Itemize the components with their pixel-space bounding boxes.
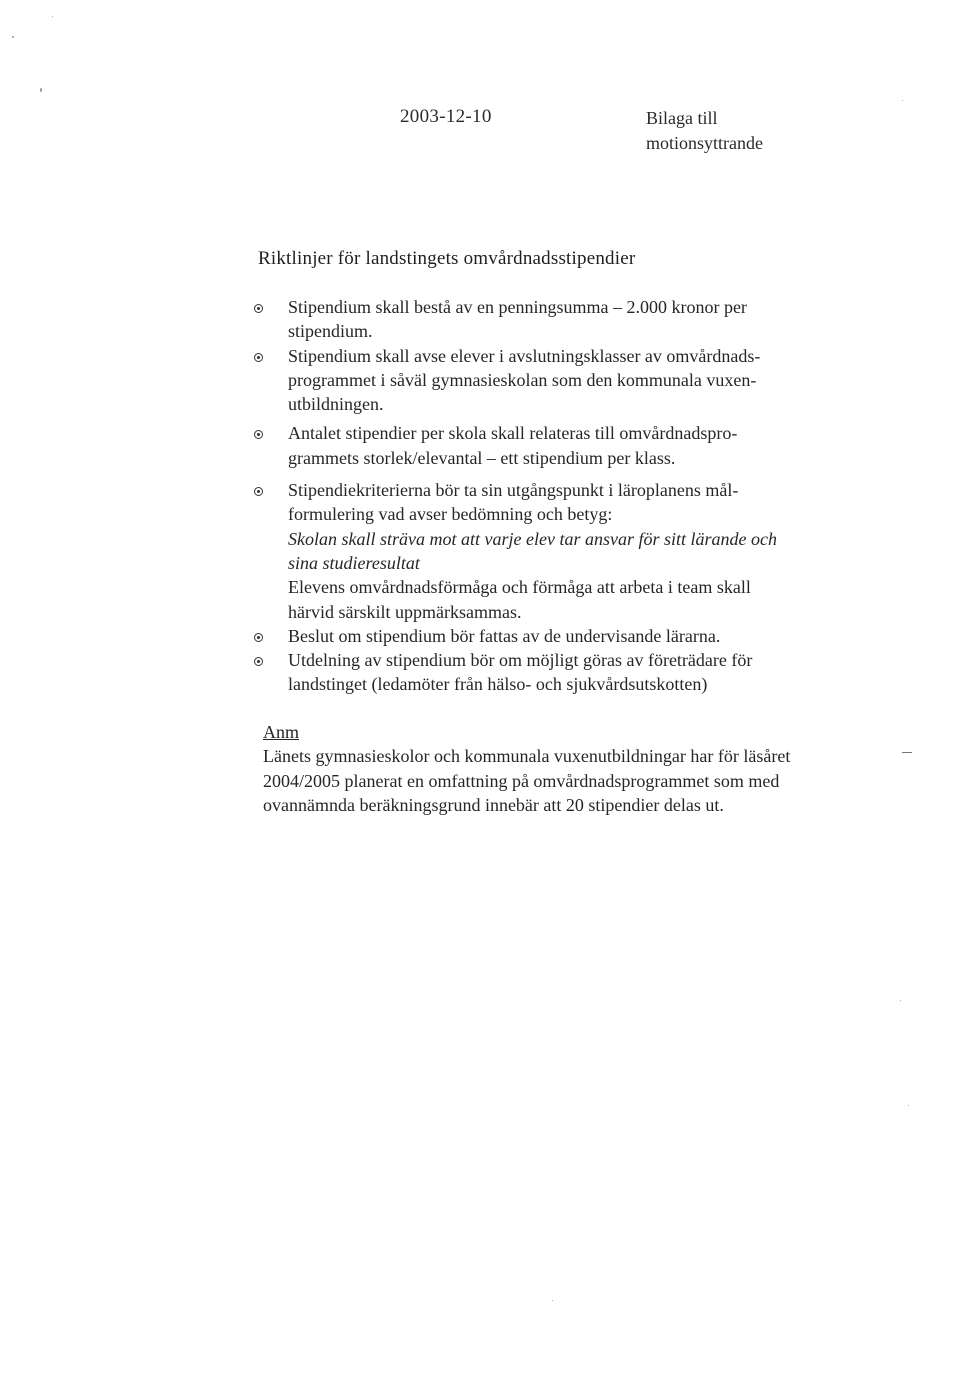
guideline-text: stipendium. bbox=[288, 321, 373, 342]
note-title: Anm bbox=[263, 722, 299, 742]
guideline-text: formulering vad avser bedömning och betyg: bbox=[288, 504, 613, 525]
scan-speck bbox=[908, 1105, 909, 1106]
guideline-item bbox=[254, 478, 814, 624]
bullet-icon bbox=[254, 657, 263, 666]
bullet-icon bbox=[254, 430, 263, 439]
guideline-item bbox=[254, 344, 814, 417]
guidelines-list bbox=[254, 295, 814, 697]
guideline-text: Antalet stipendier per skola skall relateras till omvårdnadspro- bbox=[288, 423, 738, 444]
guideline-text: Elevens omvårdnadsförmåga och förmåga att arbeta i team skall bbox=[288, 577, 751, 598]
guideline-quote: sina studieresultat bbox=[288, 552, 420, 573]
attachment-label bbox=[646, 106, 763, 156]
scan-speck bbox=[52, 16, 53, 17]
guideline-text: landstinget (ledamöter från hälso- och sjukvårdsutskotten) bbox=[288, 674, 708, 695]
guideline-text: Stipendiekriterierna bör ta sin utgångspunkt i läroplanens mål- bbox=[288, 480, 739, 501]
guideline-item bbox=[254, 624, 814, 648]
guideline-item bbox=[254, 421, 814, 470]
guideline-item bbox=[254, 648, 814, 697]
attachment-label-line-1: Bilaga till bbox=[646, 108, 718, 128]
guideline-text: härvid särskilt uppmärksammas. bbox=[288, 601, 522, 622]
guideline-text: Stipendium skall bestå av en penningsumma – 2.000 kronor per bbox=[288, 297, 747, 317]
bullet-icon bbox=[254, 304, 263, 313]
bullet-icon bbox=[254, 353, 263, 362]
note-line: ovannämnda beräkningsgrund innebär att 20 stipendier delas ut. bbox=[263, 795, 724, 815]
guideline-text: utbildningen. bbox=[288, 394, 384, 415]
document-date: 2003-12-10 bbox=[400, 106, 492, 127]
document-heading: Riktlinjer för landstingets omvårdnadsstipendier bbox=[258, 248, 636, 269]
guideline-quote: Skolan skall sträva mot att varje elev tar ansvar för sitt lärande och bbox=[288, 528, 777, 549]
note-line: 2004/2005 planerat en omfattning på omvårdnadsprogrammet som med bbox=[263, 770, 780, 791]
scan-speck bbox=[902, 100, 903, 101]
bullet-icon bbox=[254, 633, 263, 642]
guideline-text: Beslut om stipendium bör fattas av de undervisande lärarna. bbox=[288, 625, 721, 646]
note-line: Länets gymnasieskolor och kommunala vuxenutbildningar har för läsåret bbox=[263, 746, 791, 766]
guideline-item bbox=[254, 295, 814, 344]
note-body bbox=[263, 744, 843, 818]
scan-speck bbox=[900, 1000, 901, 1001]
guideline-text: Utdelning av stipendium bör om möjligt göras av företrädare för bbox=[288, 650, 753, 671]
guideline-text: grammets storlek/elevantal – ett stipendium per klass. bbox=[288, 447, 676, 468]
scan-speck bbox=[12, 36, 14, 38]
scan-speck bbox=[40, 88, 42, 92]
attachment-label-line-2: motionsyttrande bbox=[646, 133, 763, 153]
margin-mark bbox=[902, 752, 912, 753]
bullet-icon bbox=[254, 487, 263, 496]
guideline-text: Stipendium skall avse elever i avslutningsklasser av omvårdnads- bbox=[288, 345, 761, 366]
scan-speck bbox=[552, 1300, 553, 1301]
guideline-text: programmet i såväl gymnasieskolan som den kommunala vuxen- bbox=[288, 369, 757, 390]
